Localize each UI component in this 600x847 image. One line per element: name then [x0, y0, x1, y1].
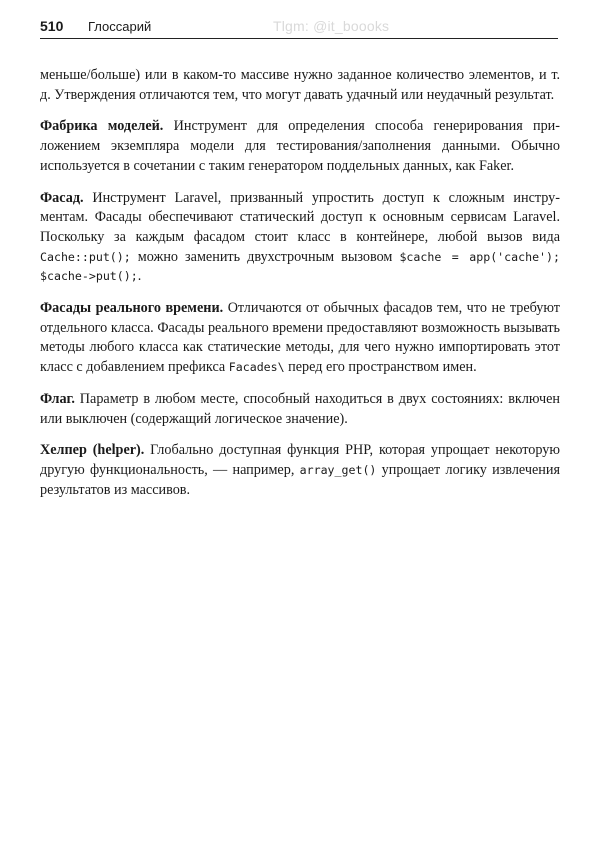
entry-text: перед его пространством имен.	[284, 359, 477, 376]
entry-text: Инструмент Laravel, призванный упростить доступ к сложным инструментам. Фасады обеспечивают статический доступ к основным сервисам Laravel. Поскольку за каждым фасадом стоит класс в контейнере, любой вызов вида	[40, 189, 560, 245]
entry-text: можно заменить двухстрочным вызовом	[130, 248, 400, 265]
glossary-content	[40, 66, 560, 512]
glossary-entry-continuation	[40, 66, 560, 105]
entry-term: Фабрика моделей.	[40, 118, 164, 135]
entry-term: Флаг.	[40, 390, 75, 407]
page-header	[40, 16, 558, 39]
entry-text: Инструмент для определения способа генерирования приложением экземпляра модели для тестирования/заполнения данными. Обычно используется в сочетании с таким генератором поддельных данных, как Faker.	[40, 118, 560, 174]
entry-text: меньше/больше) или в каком-то массиве нужно заданное количество элементов, и т. д. Утверждения отличаются тем, что могут давать удачный или неудачный результат.	[40, 67, 560, 103]
glossary-entry-helper	[40, 441, 560, 500]
glossary-entry-realtime-facades	[40, 299, 560, 378]
page-number: 510	[40, 18, 64, 34]
watermark: Tlgm: @it_boooks	[273, 18, 390, 34]
glossary-entry-model-factory	[40, 117, 560, 176]
code-snippet: Facades\	[228, 360, 285, 375]
entry-term: Хелпер (helper).	[40, 442, 145, 459]
entry-text: Отличаются от обычных фасадов тем, что не требуют отдельного класса. Фасады реального времени предоставляют возможность вызывать методы любого класса как статические методы, для чего нужно импортировать этот класс с добавлением префикса	[40, 300, 561, 376]
code-snippet: $cache = app('cache'); $cache->put();	[40, 249, 561, 284]
entry-text: упрощает логику извлечения результатов из массивов.	[40, 461, 560, 498]
entry-text: .	[137, 268, 142, 285]
entry-text: Параметр в любом месте, способный находиться в двух состояниях: включен или выключен (содержащий логическое значение).	[40, 390, 560, 427]
glossary-entry-facade	[40, 189, 560, 288]
entry-text: Глобально доступная функция PHP, которая упрощает некоторую другую функциональность, — например,	[40, 442, 560, 478]
entry-term: Фасад.	[40, 189, 84, 206]
entry-term: Фасады реального времени.	[40, 300, 224, 317]
code-snippet: array_get()	[299, 462, 377, 477]
running-title: Глоссарий	[88, 19, 152, 34]
glossary-entry-flag	[40, 390, 560, 429]
code-snippet: Cache::put();	[40, 249, 131, 264]
